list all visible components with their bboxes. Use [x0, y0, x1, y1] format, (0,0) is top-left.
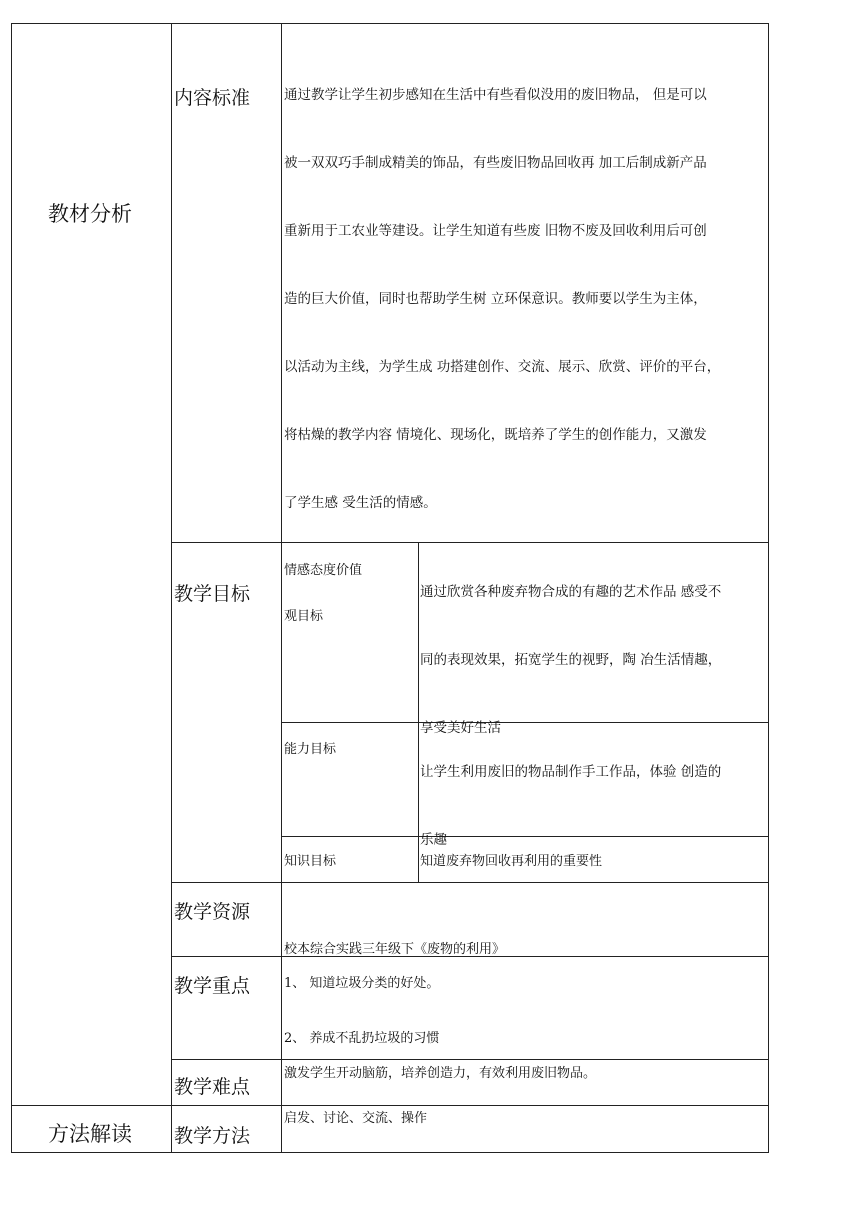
cell-material-analysis: [11, 23, 172, 1106]
focus-item-1: 1、 知道垃圾分类的好处。: [284, 976, 440, 991]
content-standard-line: 通过教学让学生初步感知在生活中有些看似没用的废旧物品， 但是可以: [284, 87, 707, 103]
section-label-method-interpretation: 方法解读: [48, 1122, 132, 1146]
focus-label: 教学重点: [174, 975, 251, 997]
content-standard-line: 被一双双巧手制成精美的饰品，有些废旧物品回收再 加工后制成新产品: [284, 155, 707, 171]
ability-goal-text: [420, 738, 768, 848]
resources-label: 教学资源: [174, 901, 251, 923]
content-standard-line: 重新用于工农业等建设。让学生知道有些废 旧物不废及回收利用后可创: [284, 223, 707, 239]
emotion-goal-line: 同的表现效果，拓宽学生的视野，陶 冶生活情趣，: [420, 652, 722, 668]
content-standard-label: 内容标准: [174, 87, 251, 109]
content-standard-line: 以活动为主线，为学生成 功搭建创作、交流、展示、欣赏、评价的平台，: [284, 359, 721, 375]
emotion-goal-text: [420, 558, 768, 736]
section-label-material-analysis: 教材分析: [48, 202, 132, 226]
emotion-goal-label-line2: 观目标: [284, 609, 324, 624]
knowledge-goal-label: 知识目标: [284, 854, 337, 869]
difficulty-text: 激发学生开动脑筋，培养创造力，有效利用废旧物品。: [284, 1066, 597, 1081]
resources-text: 校本综合实践三年级下《废物的利用》: [284, 942, 506, 957]
ability-goal-line: 让学生利用废旧的物品制作手工作品，体验 创造的: [420, 764, 722, 780]
emotion-goal-label-line1: 情感态度价值: [284, 563, 363, 578]
focus-item-2: 2、 养成不乱扔垃圾的习惯: [284, 1031, 440, 1046]
method-label: 教学方法: [174, 1125, 251, 1147]
emotion-goal-line: 通过欣赏各种废弃物合成的有趣的艺术作品 感受不: [420, 584, 722, 600]
emotion-goal-line: 享受美好生活: [420, 720, 501, 736]
knowledge-goal-text: 知道废弃物回收再利用的重要性: [420, 854, 603, 869]
content-standard-text: [284, 61, 768, 537]
content-standard-line: 将枯燥的教学内容 情境化、现场化，既培养了学生的创作能力，又激发: [284, 427, 707, 443]
content-standard-line: 了学生感 受生活的情感。: [284, 495, 437, 511]
method-text: 启发、讨论、交流、操作: [284, 1111, 428, 1126]
ability-goal-line: 乐趣: [420, 832, 447, 848]
ability-goal-label: 能力目标: [284, 742, 337, 757]
difficulty-label: 教学难点: [174, 1076, 251, 1098]
content-standard-line: 造的巨大价值，同时也帮助学生树 立环保意识。教师要以学生为主体，: [284, 291, 707, 307]
teaching-goals-label: 教学目标: [174, 583, 251, 605]
